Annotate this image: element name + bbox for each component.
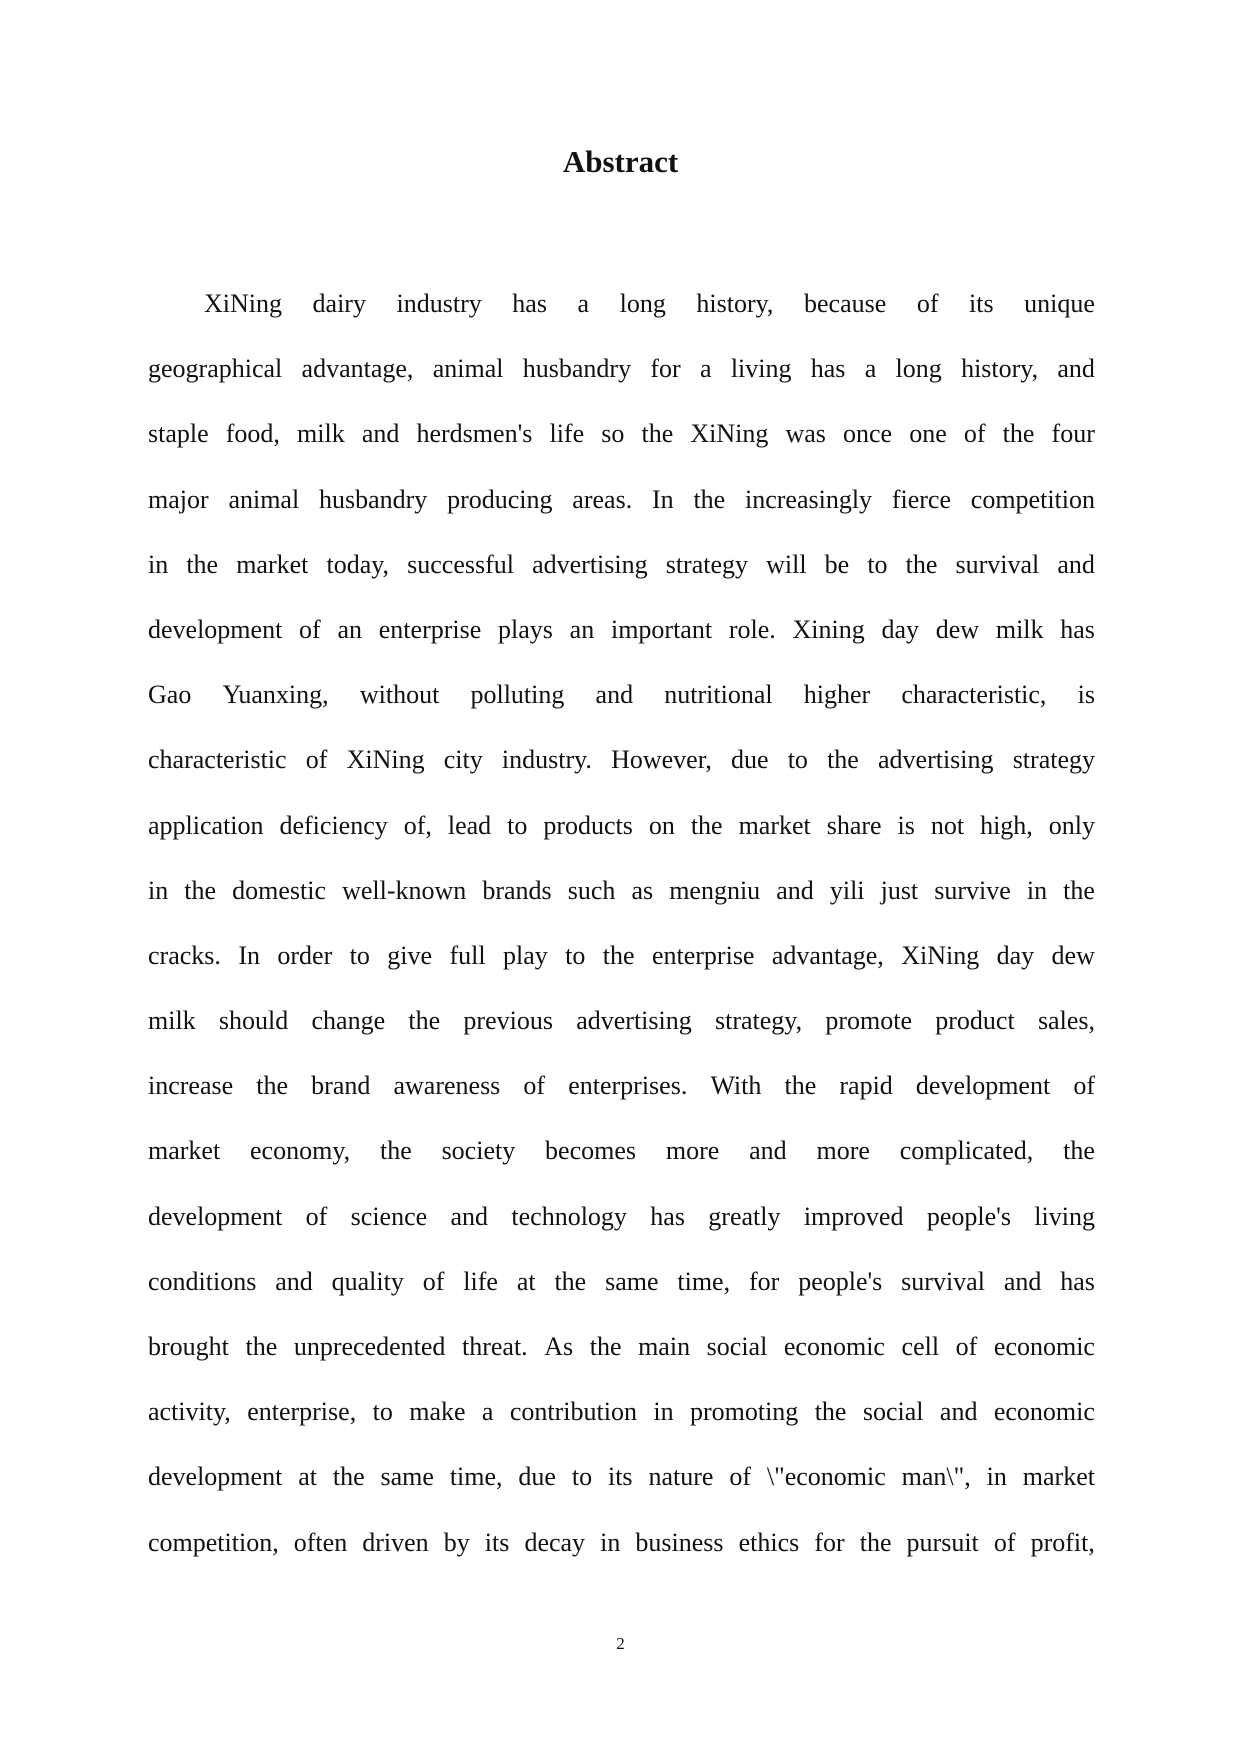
paragraph-line: geographical advantage, animal husbandry for a living has a long history, and [148,354,1095,384]
page-number: 2 [616,1634,625,1653]
paragraph-line: staple food, milk and herdsmen's life so the XiNing was once one of the four [148,419,1095,449]
paragraph-line: development at the same time, due to its nature of \"economic man\", in market [148,1462,1095,1492]
paragraph-line: characteristic of XiNing city industry. However, due to the advertising strategy [148,745,1095,775]
paragraph-line: development of science and technology has greatly improved people's living [148,1201,1095,1231]
paragraph-line: market economy, the society becomes more and more complicated, the [148,1136,1095,1166]
paragraph-line: application deficiency of, lead to products on the market share is not high, only [148,810,1095,840]
paragraph-line: conditions and quality of life at the same time, for people's survival and has [148,1266,1095,1296]
paragraph-line: in the domestic well-known brands such as mengniu and yili just survive in the [148,875,1095,905]
paragraph-line: cracks. In order to give full play to the enterprise advantage, XiNing day dew [148,940,1095,970]
paragraph-line: development of an enterprise plays an important role. Xining day dew milk has [148,614,1095,644]
paragraph-line: XiNing dairy industry has a long history, because of its unique [204,289,1095,318]
page-title: Abstract [562,144,679,179]
paragraph-line: in the market today, successful advertising strategy will be to the survival and [148,549,1095,579]
paragraph-line: activity, enterprise, to make a contribution in promoting the social and economic [148,1397,1095,1427]
paragraph-line: increase the brand awareness of enterprises. With the rapid development of [148,1071,1095,1101]
paragraph-line: competition, often driven by its decay in business ethics for the pursuit of profit, [148,1527,1095,1557]
paragraph-line: milk should change the previous advertising strategy, promote product sales, [148,1006,1095,1036]
paragraph-line: brought the unprecedented threat. As the main social economic cell of economic [148,1332,1095,1361]
paragraph-line: Gao Yuanxing, without polluting and nutritional higher characteristic, is [148,680,1095,710]
abstract-body [148,278,1095,1582]
paragraph-line: major animal husbandry producing areas. In the increasingly fierce competition [148,484,1095,514]
